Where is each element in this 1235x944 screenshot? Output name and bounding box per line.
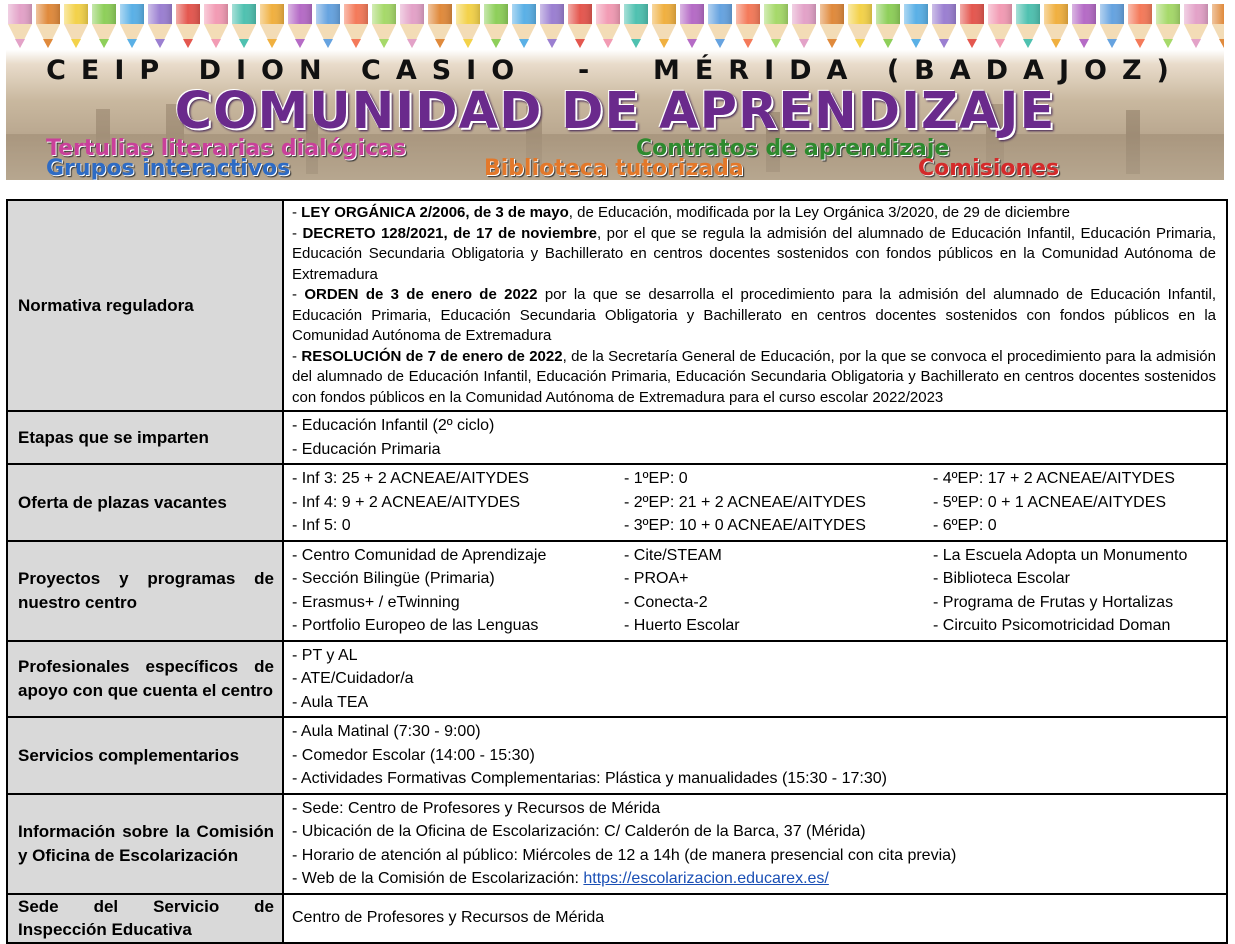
row-inspeccion: [7, 894, 1227, 943]
tag-comisiones: Comisiones: [918, 156, 1060, 180]
pencil-shine: [400, 4, 424, 24]
label-profesionales: Profesionales específicos de apoyo con que cuenta el centro: [7, 641, 283, 718]
normativa-item: - ORDEN de 3 de enero de 2022 por la que se desarrolla el procedimiento para la admisión del alumnado de Educación Infantil, Educación Primaria, Educación Secundaria Obligatoria y Bachillerato en centros docentes sostenidos con fondos públicos en la Comunidad Autónoma de Extremadura: [292, 286, 1217, 344]
profesionales-content: [283, 641, 1227, 718]
list-item: - Educación Primaria: [292, 440, 441, 458]
web-prefix: - Web de la Comisión de Escolarización:: [292, 870, 584, 887]
normativa-item: - DECRETO 128/2021, de 17 de noviembre, por el que se regula la admisión del alumnado de Educación Infantil, Educación Primaria, Educación Secundaria Obligatoria y Bachillerato en centros docentes sostenidos con fondos públicos en la Comunidad Autónoma de Extremadura: [292, 224, 1217, 283]
pencil-tip: [1191, 39, 1201, 48]
list-item: - Biblioteca Escolar: [933, 570, 1070, 587]
pencil-shine: [652, 4, 676, 24]
list-item: - Inf 3: 25 + 2 ACNEAE/AITYDES: [292, 470, 529, 487]
pencil-tip: [1135, 39, 1145, 48]
pencil-shine: [1072, 4, 1096, 24]
pencil-tip: [15, 39, 25, 48]
pencil-shine: [36, 4, 60, 24]
label-inspeccion: Sede del Servicio de Inspección Educativa: [7, 894, 283, 943]
school-name: CEIP DION CASIO - MÉRIDA (BADAJOZ): [46, 55, 1184, 86]
pencil-tip: [211, 39, 221, 48]
pencil-tip: [827, 39, 837, 48]
pencil-tip: [1163, 39, 1173, 48]
pencil-shine: [764, 4, 788, 24]
pencil-shine: [624, 4, 648, 24]
pencil-tip: [351, 39, 361, 48]
row-normativa: [7, 200, 1227, 411]
pencil-shine: [372, 4, 396, 24]
pencil-shine: [456, 4, 480, 24]
pencil-tip: [1051, 39, 1061, 48]
proyectos-content: [283, 541, 1227, 641]
pencil-tip: [995, 39, 1005, 48]
normativa-item-text: , por el que se regula la admisión del alumnado de Educación Infantil, Educación Primaria, Educación Secundaria Obligatoria y Bachillerato en centros docentes sostenidos con fondos públicos en la Comunidad Autónoma de Extremadura: [292, 224, 1217, 283]
pencil-shine: [64, 4, 88, 24]
oferta-content: [283, 464, 1227, 541]
pencil-shine: [876, 4, 900, 24]
list-item: - 2ºEP: 21 + 2 ACNEAE/AITYDES: [624, 493, 866, 511]
pencil-shine: [960, 4, 984, 24]
pencils-decoration: [6, 4, 1224, 54]
pencil-shine: [148, 4, 172, 24]
label-oferta: Oferta de plazas vacantes: [7, 464, 283, 541]
list-item: - La Escuela Adopta un Monumento: [933, 546, 1188, 564]
row-profesionales: [7, 641, 1227, 718]
pencil-shine: [680, 4, 704, 24]
pencil-tip: [659, 39, 669, 48]
normativa-item-text: , de la Secretaría General de Educación, por la que se convoca el procedimiento para la admisión del alumnado de Educación Infantil, Educación Primaria, Educación Secundaria Obligatoria y Bachillerato en centros docentes sostenidos con fondos públicos en la Comunidad Autónoma de Extremadura para el curso escolar 2022/2023: [292, 347, 1216, 406]
inspeccion-value: Centro de Profesores y Recursos de Mérida: [283, 894, 1227, 943]
pencil-tip: [435, 39, 445, 48]
pencil-tip: [939, 39, 949, 48]
pencil-shine: [820, 4, 844, 24]
pencil-shine: [904, 4, 928, 24]
pencil-tip: [743, 39, 753, 48]
pencil-tip: [883, 39, 893, 48]
pencil-tip: [519, 39, 529, 48]
pencil-shine: [120, 4, 144, 24]
label-comision: Información sobre la Comisión y Oficina de Escolarización: [7, 794, 283, 894]
pencil-tip: [771, 39, 781, 48]
list-item: - Conecta-2: [624, 593, 708, 611]
pencil-tip: [99, 39, 109, 48]
list-item: - Portfolio Europeo de las Lenguas: [292, 617, 539, 634]
pencil-shine: [344, 4, 368, 24]
list-item: - Ubicación de la Oficina de Escolarización: C/ Calderón de la Barca, 37 (Mérida): [292, 823, 866, 840]
pencil-tip: [155, 39, 165, 48]
pencil-shine: [540, 4, 564, 24]
normativa-item: - LEY ORGÁNICA 2/2006, de 3 de mayo, de Educación, modificada por la Ley Orgánica 3/2020, de 29 de diciembre: [292, 204, 1070, 221]
list-item: - Huerto Escolar: [624, 617, 740, 634]
pencil-shine: [204, 4, 228, 24]
pencil-shine: [232, 4, 256, 24]
list-item: - Aula Matinal (7:30 - 9:00): [292, 723, 481, 740]
pencil-shine: [988, 4, 1012, 24]
escolarizacion-web-link[interactable]: https://escolarizacion.educarex.es/: [583, 870, 829, 887]
list-item: - ATE/Cuidador/a: [292, 670, 414, 687]
pencil-shine: [736, 4, 760, 24]
pencil-tip: [1219, 39, 1224, 48]
pencil-tip: [379, 39, 389, 48]
list-item: - Erasmus+ / eTwinning: [292, 593, 460, 611]
pencil-tip: [603, 39, 613, 48]
pencil-shine: [288, 4, 312, 24]
list-item: [292, 867, 1216, 891]
pencil-shine: [596, 4, 620, 24]
list-item: - 3ºEP: 10 + 0 ACNEAE/AITYDES: [624, 517, 866, 534]
normativa-content: [283, 200, 1227, 411]
pencil-shine: [316, 4, 340, 24]
list-item: - PROA+: [624, 570, 689, 587]
normativa-item-title: RESOLUCIÓN de 7 de enero de 2022: [301, 347, 563, 365]
list-item: - 5ºEP: 0 + 1 ACNEAE/AITYDES: [933, 493, 1167, 511]
label-servicios: Servicios complementarios: [7, 717, 283, 794]
pencil-tip: [71, 39, 81, 48]
list-item: - Comedor Escolar (14:00 - 15:30): [292, 746, 535, 764]
label-proyectos: Proyectos y programas de nuestro centro: [7, 541, 283, 641]
list-item: - Centro Comunidad de Aprendizaje: [292, 546, 547, 564]
pencil-shine: [1100, 4, 1124, 24]
servicios-content: [283, 717, 1227, 794]
pencil-shine: [92, 4, 116, 24]
pencil-tip: [967, 39, 977, 48]
list-item: - Cite/STEAM: [624, 546, 722, 564]
list-item: - 6ºEP: 0: [933, 517, 997, 534]
list-item: - Educación Infantil (2º ciclo): [292, 417, 495, 434]
pencil-shine: [176, 4, 200, 24]
list-item: - Horario de atención al público: Miércoles de 12 a 14h (de manera presencial con cita previa): [292, 846, 957, 864]
pencil-shine: [848, 4, 872, 24]
list-item: - Sección Bilingüe (Primaria): [292, 570, 495, 587]
pencil-tip: [295, 39, 305, 48]
label-etapas: Etapas que se imparten: [7, 411, 283, 464]
pencil-tip: [547, 39, 557, 48]
pencil-tip: [687, 39, 697, 48]
pencil-shine: [708, 4, 732, 24]
list-item: - Programa de Frutas y Hortalizas: [933, 593, 1174, 611]
pencil-shine: [792, 4, 816, 24]
etapas-content: [283, 411, 1227, 464]
normativa-item-title: LEY ORGÁNICA 2/2006, de 3 de mayo: [301, 204, 569, 221]
pencil-shine: [484, 4, 508, 24]
pencil-tip: [239, 39, 249, 48]
row-etapas: [7, 411, 1227, 464]
pencil-tip: [1107, 39, 1117, 48]
tag-contratos: Contratos de aprendizaje: [636, 136, 950, 161]
row-comision: [7, 794, 1227, 894]
pencil-shine: [1128, 4, 1152, 24]
pencil-tip: [855, 39, 865, 48]
pencil-shine: [260, 4, 284, 24]
comision-content: [283, 794, 1227, 894]
list-item: - Inf 5: 0: [292, 517, 351, 534]
pencil-tip: [407, 39, 417, 48]
pencil-tip: [183, 39, 193, 48]
pencil-shine: [1016, 4, 1040, 24]
tag-grupos: Grupos interactivos: [46, 156, 291, 180]
pencil-tip: [491, 39, 501, 48]
normativa-item-text: por la que se desarrolla el procedimiento para la admisión del alumnado de Educación Infantil, Educación Primaria, Educación Secundaria Obligatoria y Bachillerato en centros docentes sostenidos con fondos públicos en la Comunidad Autónoma de Extremadura: [292, 286, 1217, 344]
normativa-item-title: ORDEN de 3 de enero de 2022: [304, 286, 538, 303]
pencil-tip: [463, 39, 473, 48]
list-item: - Inf 4: 9 + 2 ACNEAE/AITYDES: [292, 493, 521, 511]
normativa-item: - RESOLUCIÓN de 7 de enero de 2022, de la Secretaría General de Educación, por la que se convoca el procedimiento para la admisión del alumnado de Educación Infantil, Educación Primaria, Educación Secundaria Obligatoria y Bachillerato en centros docentes sostenidos con fondos públicos en la Comunidad Autónoma de Extremadura para el curso escolar 2022/2023: [292, 347, 1216, 406]
label-normativa: Normativa reguladora: [7, 200, 283, 411]
pencil-tip: [1023, 39, 1033, 48]
pencil-shine: [568, 4, 592, 24]
list-item: - Actividades Formativas Complementarias: Plástica y manualidades (15:30 - 17:30): [292, 770, 887, 787]
pencil-tip: [575, 39, 585, 48]
pencil-tip: [127, 39, 137, 48]
banner-title: COMUNIDAD DE APRENDIZAJE: [174, 82, 1056, 141]
pencil-tip: [323, 39, 333, 48]
pencil-shine: [1044, 4, 1068, 24]
pencil-tip: [43, 39, 53, 48]
list-item: - Aula TEA: [292, 693, 369, 711]
pencil-shine: [428, 4, 452, 24]
tag-tertulias: Tertulias literarias dialógicas: [46, 136, 406, 161]
pencil-shine: [1156, 4, 1180, 24]
pencil-shine: [8, 4, 32, 24]
pencil-tip: [799, 39, 809, 48]
row-servicios: [7, 717, 1227, 794]
header-banner: [6, 4, 1224, 180]
list-item: - 1ºEP: 0: [624, 470, 688, 487]
list-item: - Sede: Centro de Profesores y Recursos de Mérida: [292, 799, 661, 817]
pencil-shine: [932, 4, 956, 24]
list-item: - 4ºEP: 17 + 2 ACNEAE/AITYDES: [933, 470, 1175, 487]
pencil-shine: [1184, 4, 1208, 24]
pencil-tip: [267, 39, 277, 48]
pencil-tip: [631, 39, 641, 48]
list-item: - Circuito Psicomotricidad Doman: [933, 617, 1171, 634]
pencil-tip: [1079, 39, 1089, 48]
tag-biblioteca: Biblioteca tutorizada: [484, 156, 744, 180]
pencil-tip: [911, 39, 921, 48]
pencil-shine: [512, 4, 536, 24]
row-oferta: [7, 464, 1227, 541]
row-proyectos: [7, 541, 1227, 641]
info-table: [6, 199, 1228, 944]
pencil-shine: [1212, 4, 1224, 24]
normativa-item-title: DECRETO 128/2021, de 17 de noviembre: [302, 224, 597, 242]
list-item: - PT y AL: [292, 646, 358, 664]
normativa-item-text: , de Educación, modificada por la Ley Orgánica 3/2020, de 29 de diciembre: [568, 204, 1070, 221]
pencil-tip: [715, 39, 725, 48]
